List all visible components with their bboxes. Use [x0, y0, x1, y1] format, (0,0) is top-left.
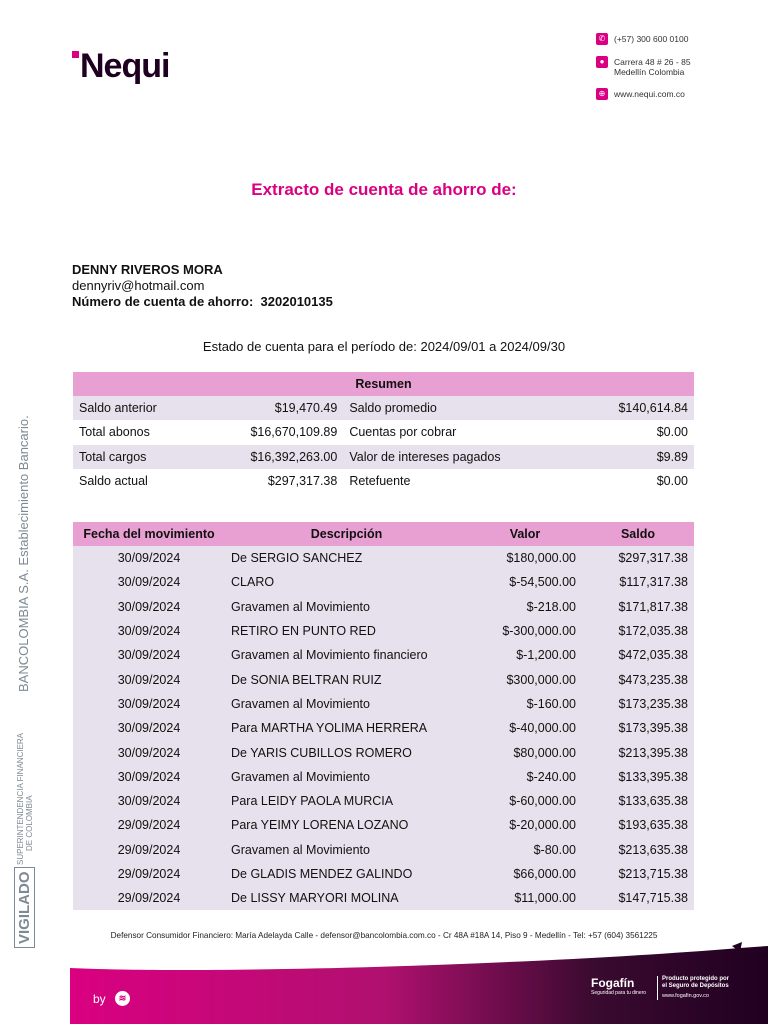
movement-description: Para LEIDY PAOLA MURCIA: [225, 789, 468, 813]
movement-date: 30/09/2024: [73, 546, 225, 570]
statement-period: Estado de cuenta para el período de: 2024/09/01 a 2024/09/30: [202, 339, 566, 354]
movement-balance: $213,715.38: [582, 862, 694, 886]
table-row: [73, 546, 694, 570]
movement-value: $11,000.00: [468, 886, 582, 910]
movement-description: De SONIA BELTRAN RUIZ: [225, 667, 468, 691]
table-row: [73, 619, 694, 643]
movement-date: 30/09/2024: [73, 740, 225, 764]
movement-balance: $193,635.38: [582, 813, 694, 837]
movement-date: 30/09/2024: [73, 692, 225, 716]
movement-description: CLARO: [225, 570, 468, 594]
summary-left-value: $297,317.38: [267, 474, 338, 489]
account-holder-info: [72, 262, 333, 310]
summary-left-label: Saldo anterior: [73, 396, 202, 420]
movement-date: 29/09/2024: [73, 862, 225, 886]
summary-row: [73, 396, 694, 420]
table-row: [73, 886, 694, 910]
summary-left-value: $16,670,109.89: [250, 425, 338, 440]
summary-right-label: Retefuente: [349, 474, 411, 489]
superintendencia-line1: SUPERINTENDENCIA FINANCIERA: [16, 732, 25, 865]
table-row: [73, 740, 694, 764]
fogafin-protected-line2: el Seguro de Depósitos: [662, 983, 729, 989]
movement-value: $300,000.00: [468, 667, 582, 691]
table-row: [73, 667, 694, 691]
by-label: by: [93, 992, 106, 1006]
movement-date: 29/09/2024: [73, 838, 225, 862]
footer-band: [0, 940, 768, 1024]
movement-value: $-160.00: [468, 692, 582, 716]
table-row: [73, 838, 694, 862]
summary-row: [73, 445, 694, 469]
account-number: 3202010135: [260, 294, 333, 309]
summary-left-label: Saldo actual: [79, 474, 148, 489]
summary-right-label: Valor de intereses pagados: [343, 445, 577, 469]
movement-description: De GLADIS MENDEZ GALINDO: [225, 862, 468, 886]
table-row: [73, 595, 694, 619]
fogafin-web[interactable]: www.fogafin.gov.co: [662, 993, 709, 999]
movement-balance: $213,395.38: [582, 740, 694, 764]
movement-description: De SERGIO SANCHEZ: [225, 546, 468, 570]
table-row: [73, 813, 694, 837]
regulator-side-text: [14, 415, 54, 950]
table-row: [73, 716, 694, 740]
movement-value: $-60,000.00: [468, 789, 582, 813]
movement-balance: $297,317.38: [582, 546, 694, 570]
movement-description: Para MARTHA YOLIMA HERRERA: [225, 716, 468, 740]
contact-address-line1: Carrera 48 # 26 - 85: [614, 57, 691, 67]
globe-icon: ⊕: [596, 88, 608, 100]
movement-value: $180,000.00: [468, 546, 582, 570]
summary-right-label: Cuentas por cobrar: [349, 425, 457, 440]
summary-table: [73, 372, 694, 493]
summary-left-label: Total cargos: [73, 445, 202, 469]
fogafin-block: [591, 976, 729, 999]
movement-date: 30/09/2024: [73, 716, 225, 740]
movement-description: Gravamen al Movimiento: [225, 765, 468, 789]
movement-value: $-240.00: [468, 765, 582, 789]
summary-right-value: $0.00: [656, 425, 688, 440]
contact-address-line2: Medellín Colombia: [614, 67, 685, 77]
table-row: [73, 862, 694, 886]
movement-description: Para YEIMY LORENA LOZANO: [225, 813, 468, 837]
holder-name: DENNY RIVEROS MORA: [72, 262, 223, 277]
movement-balance: $171,817.38: [582, 595, 694, 619]
movement-value: $-1,200.00: [468, 643, 582, 667]
movement-balance: $473,235.38: [582, 667, 694, 691]
movement-value: $-54,500.00: [468, 570, 582, 594]
logo-accent-mark: [72, 51, 79, 58]
movement-balance: $173,235.38: [582, 692, 694, 716]
movement-date: 30/09/2024: [73, 619, 225, 643]
summary-row: [73, 469, 694, 493]
superintendencia-label: [16, 733, 34, 865]
movement-balance: $213,635.38: [582, 838, 694, 862]
summary-row: [73, 420, 694, 444]
vigilado-label: VIGILADO: [14, 867, 35, 948]
movement-balance: $173,395.38: [582, 716, 694, 740]
col-header-description: Descripción: [225, 522, 468, 546]
col-header-value: Valor: [468, 522, 582, 546]
summary-left-value: $19,470.49: [202, 396, 344, 420]
table-row: [73, 789, 694, 813]
movements-table: [73, 522, 694, 910]
fogafin-protected: [657, 976, 742, 1000]
fogafin-name: Fogafín: [591, 976, 635, 990]
table-row: [73, 765, 694, 789]
summary-right-label: Saldo promedio: [343, 396, 577, 420]
movement-description: Gravamen al Movimiento financiero: [225, 643, 468, 667]
by-bancolombia: [93, 992, 127, 1006]
movement-balance: $472,035.38: [582, 643, 694, 667]
summary-right-value: $9.89: [577, 445, 694, 469]
movement-value: $80,000.00: [468, 740, 582, 764]
movement-value: $66,000.00: [468, 862, 582, 886]
movement-date: 29/09/2024: [73, 813, 225, 837]
contact-website-text[interactable]: www.nequi.com.co: [614, 89, 685, 99]
movement-value: $-218.00: [468, 595, 582, 619]
fogafin-tagline: Seguridad para tu dinero: [591, 990, 647, 996]
contact-phone-text: (+57) 300 600 0100: [614, 34, 689, 44]
movement-date: 30/09/2024: [73, 667, 225, 691]
movement-date: 30/09/2024: [73, 570, 225, 594]
movement-balance: $117,317.38: [582, 570, 694, 594]
summary-left-label: Total abonos: [79, 425, 150, 440]
superintendencia-line2: DE COLOMBIA: [25, 795, 34, 851]
movement-description: Gravamen al Movimiento: [225, 595, 468, 619]
movement-balance: $172,035.38: [582, 619, 694, 643]
statement-title: Extracto de cuenta de ahorro de:: [251, 180, 517, 199]
movement-date: 30/09/2024: [73, 789, 225, 813]
defensor-footer: Defensor Consumidor Financiero: María Adelayda Calle - defensor@bancolombia.com.co - Cr 48A #18A 14, Piso 9 - Medellín - Tel: +57 (604) 3561225: [110, 931, 658, 940]
movement-value: $-40,000.00: [468, 716, 582, 740]
holder-email: dennyriv@hotmail.com: [72, 278, 205, 293]
movement-value: $-20,000.00: [468, 813, 582, 837]
summary-header: Resumen: [73, 372, 694, 396]
movement-date: 30/09/2024: [73, 643, 225, 667]
movement-description: De YARIS CUBILLOS ROMERO: [225, 740, 468, 764]
table-row: [73, 570, 694, 594]
bancolombia-label: BANCOLOMBIA S.A. Establecimiento Bancario.: [16, 415, 31, 692]
summary-right-value: $140,614.84: [577, 396, 694, 420]
logo-text: Nequi: [80, 47, 170, 85]
movement-date: 30/09/2024: [73, 765, 225, 789]
movement-balance: $133,635.38: [582, 789, 694, 813]
movement-value: $-300,000.00: [468, 619, 582, 643]
summary-right-value: $0.00: [656, 474, 688, 489]
bancolombia-icon: ≋: [115, 991, 130, 1006]
movement-balance: $147,715.38: [582, 886, 694, 910]
movement-date: 30/09/2024: [73, 595, 225, 619]
movement-balance: $133,395.38: [582, 765, 694, 789]
table-row: [73, 643, 694, 667]
col-header-balance: Saldo: [582, 522, 694, 546]
table-row: [73, 692, 694, 716]
account-number-label: Número de cuenta de ahorro:: [72, 294, 254, 309]
movement-description: Gravamen al Movimiento: [225, 692, 468, 716]
phone-icon: ✆: [596, 33, 608, 45]
movement-description: De LISSY MARYORI MOLINA: [225, 886, 468, 910]
fogafin-protected-line1: Producto protegido por: [662, 976, 729, 982]
location-icon: ●: [596, 56, 608, 68]
col-header-date: Fecha del movimiento: [73, 522, 225, 546]
account-number-line: [72, 294, 333, 310]
movement-description: Gravamen al Movimiento: [225, 838, 468, 862]
movement-description: RETIRO EN PUNTO RED: [225, 619, 468, 643]
summary-left-value: $16,392,263.00: [202, 445, 344, 469]
movement-date: 29/09/2024: [73, 886, 225, 910]
movement-value: $-80.00: [468, 838, 582, 862]
